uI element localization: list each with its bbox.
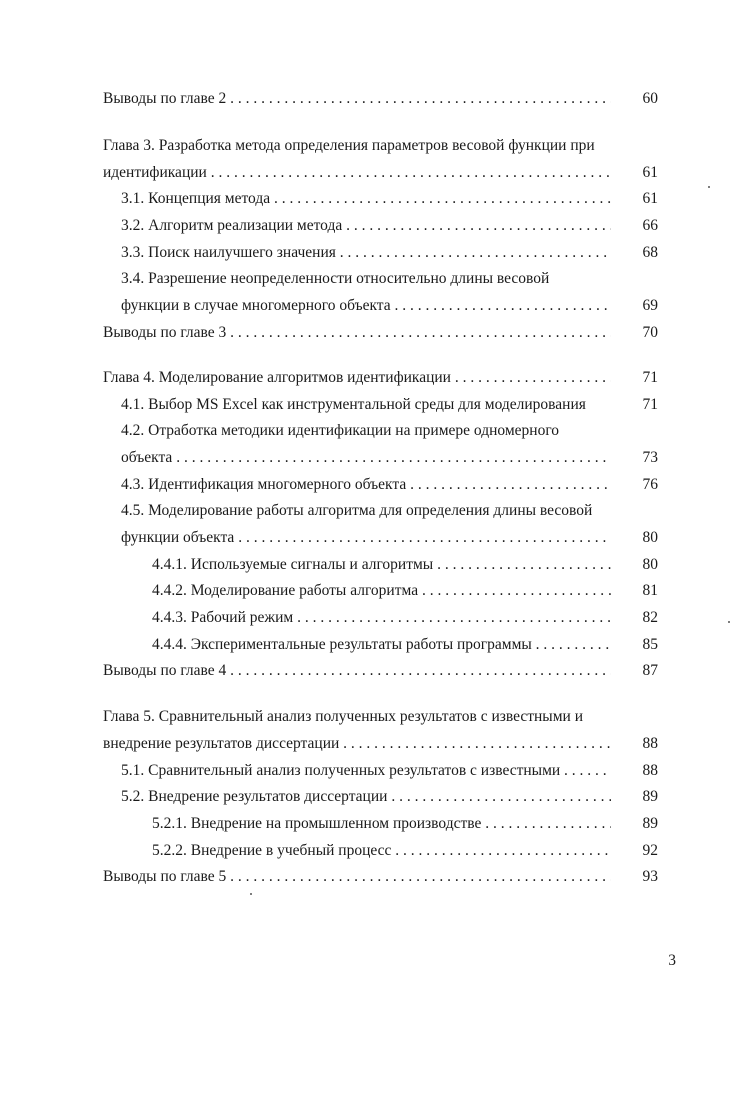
toc-entry-text: Выводы по главе 4 . . .	[103, 661, 611, 681]
toc-entry-text: Выводы по главе 5 . . .	[103, 867, 611, 887]
toc-entry-text: 4.2. Отработка методики идентификации на примере одномерного	[121, 422, 560, 439]
toc-entry-text: 5.1. Сравнительный анализ полученных результатов с известными . . .	[121, 761, 611, 781]
toc-entry-page: 71	[642, 369, 658, 386]
toc-entry-text: 5.2. Внедрение результатов диссертации . . .	[121, 787, 611, 807]
scan-speck	[708, 186, 710, 188]
toc-entry-page: 87	[642, 662, 658, 679]
toc-entry-text: 4.5. Моделирование работы алгоритма для определения длины весовой	[121, 502, 593, 519]
toc-entry-text: внедрение результатов диссертации . . .	[103, 734, 611, 754]
toc-entry-text: 3.2. Алгоритм реализации метода . . .	[121, 216, 611, 236]
toc-entry-text: Выводы по главе 3 . . .	[103, 323, 611, 343]
toc-entry-text: 3.1. Концепция метода . . .	[121, 189, 611, 209]
toc-entry-text: идентификации . . .	[103, 163, 611, 183]
toc-entry-page: 89	[642, 788, 658, 805]
toc-entry-page: 73	[642, 449, 658, 466]
page-number: 3	[668, 952, 676, 969]
toc-entry-page: 61	[642, 164, 658, 181]
toc-entry-text: функции в случае многомерного объекта . . .	[121, 296, 611, 316]
toc-entry-text: Глава 3. Разработка метода определения параметров весовой функции при	[103, 137, 595, 154]
toc-entry-page: 85	[642, 636, 658, 653]
toc-entry-page: 81	[642, 582, 658, 599]
toc-entry-page: 92	[642, 842, 658, 859]
toc-entry-page: 82	[642, 609, 658, 626]
toc-entry-text: 5.2.2. Внедрение в учебный процесс . . .	[152, 841, 611, 861]
toc-entry-text: 4.4.2. Моделирование работы алгоритма . . .	[152, 581, 611, 601]
toc-entry-text: 4.4.3. Рабочий режим . . .	[152, 608, 611, 628]
toc-entry-page: 61	[642, 190, 658, 207]
toc-entry-page: 68	[642, 244, 658, 261]
toc-entry-text: Выводы по главе 2 . . .	[103, 89, 611, 109]
toc-entry-text: 4.4.4. Экспериментальные результаты работы программы . . .	[152, 635, 611, 655]
toc-entry-text: 5.2.1. Внедрение на промышленном производстве . . .	[152, 814, 611, 834]
toc-entry-page: 69	[642, 297, 658, 314]
toc-entry-text: объекта . . .	[121, 448, 611, 468]
toc-entry-page: 88	[642, 735, 658, 752]
toc-entry-page: 76	[642, 476, 658, 493]
toc-entry-text: 4.4.1. Используемые сигналы и алгоритмы . . .	[152, 555, 611, 575]
scan-speck	[728, 621, 730, 623]
toc-entry-page: 71	[642, 396, 658, 413]
toc-entry-text: 3.3. Поиск наилучшего значения . . .	[121, 243, 611, 263]
toc-entry-page: 80	[642, 529, 658, 546]
toc-entry-text: функции объекта . . .	[121, 528, 611, 548]
toc-entry-page: 66	[642, 217, 658, 234]
toc-entry-page: 70	[642, 324, 658, 341]
scan-speck	[250, 893, 252, 895]
toc-entry-text: 4.3. Идентификация многомерного объекта . . .	[121, 475, 611, 495]
toc-entry-text: 4.1. Выбор MS Excel как инструментальной среды для моделирования	[121, 396, 586, 413]
toc-entry-page: 89	[642, 815, 658, 832]
toc-entry-text: Глава 5. Сравнительный анализ полученных результатов с известными и	[103, 708, 583, 725]
toc-entry-page: 80	[642, 556, 658, 573]
toc-entry-text: 3.4. Разрешение неопределенности относительно длины весовой	[121, 270, 550, 287]
toc-entry-page: 60	[642, 90, 658, 107]
toc-entry-text: Глава 4. Моделирование алгоритмов идентификации . . .	[103, 368, 611, 388]
toc-entry-page: 93	[642, 868, 658, 885]
toc-entry-page: 88	[642, 762, 658, 779]
